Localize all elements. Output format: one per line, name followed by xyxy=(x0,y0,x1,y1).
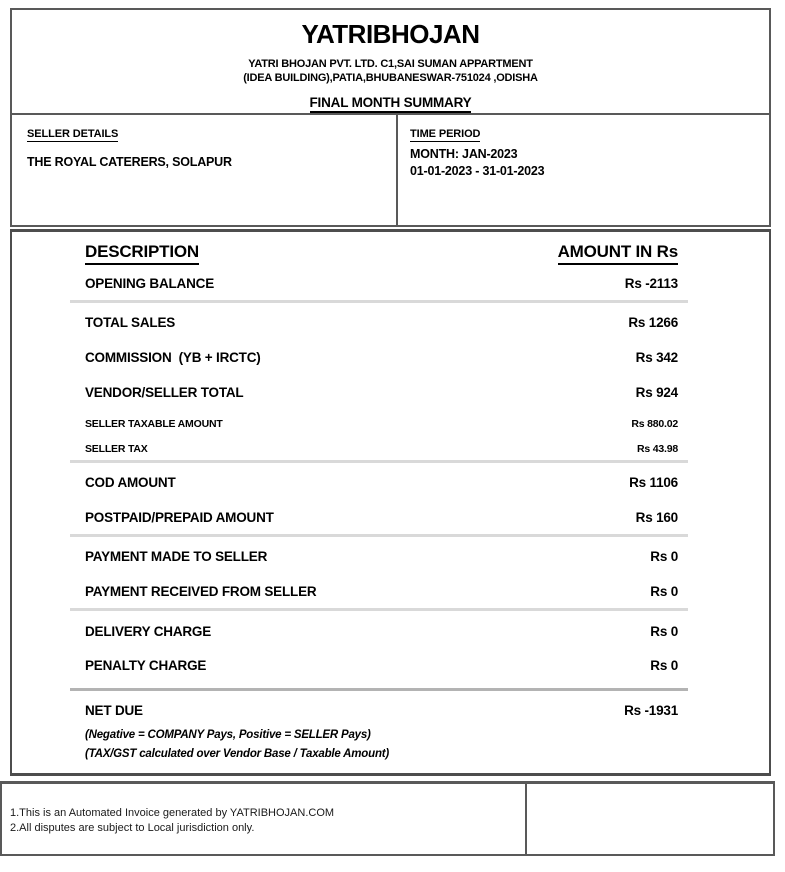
row-amount: Rs 0 xyxy=(650,624,678,639)
document-title: FINAL MONTH SUMMARY xyxy=(310,95,472,113)
row-label: COD AMOUNT xyxy=(85,475,176,490)
footer-notes xyxy=(10,806,334,836)
footer-box xyxy=(0,781,775,856)
table-row xyxy=(85,584,678,599)
company-address-line1: YATRI BHOJAN PVT. LTD. C1,SAI SUMAN APPARTMENT xyxy=(248,58,533,70)
row-label: NET DUE xyxy=(85,703,143,718)
row-amount: Rs 1106 xyxy=(629,475,678,490)
column-header-amount: AMOUNT IN Rs xyxy=(558,242,678,265)
footer-note: 1.This is an Automated Invoice generated by YATRIBHOJAN.COM xyxy=(10,807,335,819)
company-address xyxy=(12,57,769,85)
table-note: (TAX/GST calculated over Vendor Base / Taxable Amount) xyxy=(85,748,390,760)
table-row-net-due xyxy=(85,703,678,718)
row-separator xyxy=(70,688,688,691)
footer-divider xyxy=(525,784,527,854)
time-period-values xyxy=(410,146,759,180)
row-amount: Rs 0 xyxy=(650,658,678,673)
row-amount: Rs -1931 xyxy=(624,703,678,718)
row-label: SELLER TAXABLE AMOUNT xyxy=(85,418,223,430)
row-amount: Rs 924 xyxy=(635,385,678,400)
table-row xyxy=(85,549,678,564)
summary-table xyxy=(10,229,771,776)
footer-note: 2.All disputes are subject to Local jurisdiction only. xyxy=(10,822,255,834)
row-amount: Rs 1266 xyxy=(628,315,678,330)
parties-row xyxy=(10,113,771,227)
row-label: PENALTY CHARGE xyxy=(85,658,207,673)
row-amount: Rs 0 xyxy=(650,549,678,564)
row-label: OPENING BALANCE xyxy=(85,276,215,291)
company-address-line2: (IDEA BUILDING),PATIA,BHUBANESWAR-751024 ,ODISHA xyxy=(243,72,538,84)
row-label: PAYMENT MADE TO SELLER xyxy=(85,549,268,564)
row-amount: Rs 0 xyxy=(650,584,678,599)
table-row xyxy=(85,475,678,490)
company-name: YATRIBHOJAN xyxy=(301,19,480,49)
row-label: SELLER TAX xyxy=(85,443,148,455)
row-label: COMMISSION (YB + IRCTC) xyxy=(85,350,261,365)
row-label: TOTAL SALES xyxy=(85,315,176,330)
table-row xyxy=(85,624,678,639)
row-label: POSTPAID/PREPAID AMOUNT xyxy=(85,510,274,525)
row-label: DELIVERY CHARGE xyxy=(85,624,212,639)
seller-details-label: SELLER DETAILS xyxy=(27,128,119,140)
seller-name: THE ROYAL CATERERS, SOLAPUR xyxy=(27,155,232,169)
table-row xyxy=(85,276,678,291)
row-separator xyxy=(70,460,688,463)
table-header-row xyxy=(85,242,678,265)
table-note: (Negative = COMPANY Pays, Positive = SELLER Pays) xyxy=(85,729,371,741)
row-amount: Rs 880.02 xyxy=(631,418,678,430)
row-separator xyxy=(70,534,688,537)
seller-details-box xyxy=(10,113,398,227)
row-amount: Rs 342 xyxy=(635,350,678,365)
table-row xyxy=(85,510,678,525)
row-separator xyxy=(70,300,688,303)
time-period-month: MONTH: JAN-2023 xyxy=(410,147,518,161)
column-header-description: DESCRIPTION xyxy=(85,242,199,265)
table-row xyxy=(85,658,678,673)
time-period-label: TIME PERIOD xyxy=(410,128,481,140)
header-box xyxy=(10,8,771,115)
row-amount: Rs -2113 xyxy=(624,276,678,291)
row-separator xyxy=(70,608,688,611)
table-row xyxy=(85,350,678,365)
table-row-sub xyxy=(85,418,678,430)
time-period-box xyxy=(396,113,771,227)
table-row xyxy=(85,315,678,330)
row-label: PAYMENT RECEIVED FROM SELLER xyxy=(85,584,317,599)
row-amount: Rs 160 xyxy=(635,510,678,525)
time-period-range: 01-01-2023 - 31-01-2023 xyxy=(410,164,545,178)
row-label: VENDOR/SELLER TOTAL xyxy=(85,385,244,400)
table-row xyxy=(85,385,678,400)
row-amount: Rs 43.98 xyxy=(636,443,678,455)
table-row-sub xyxy=(85,443,678,455)
